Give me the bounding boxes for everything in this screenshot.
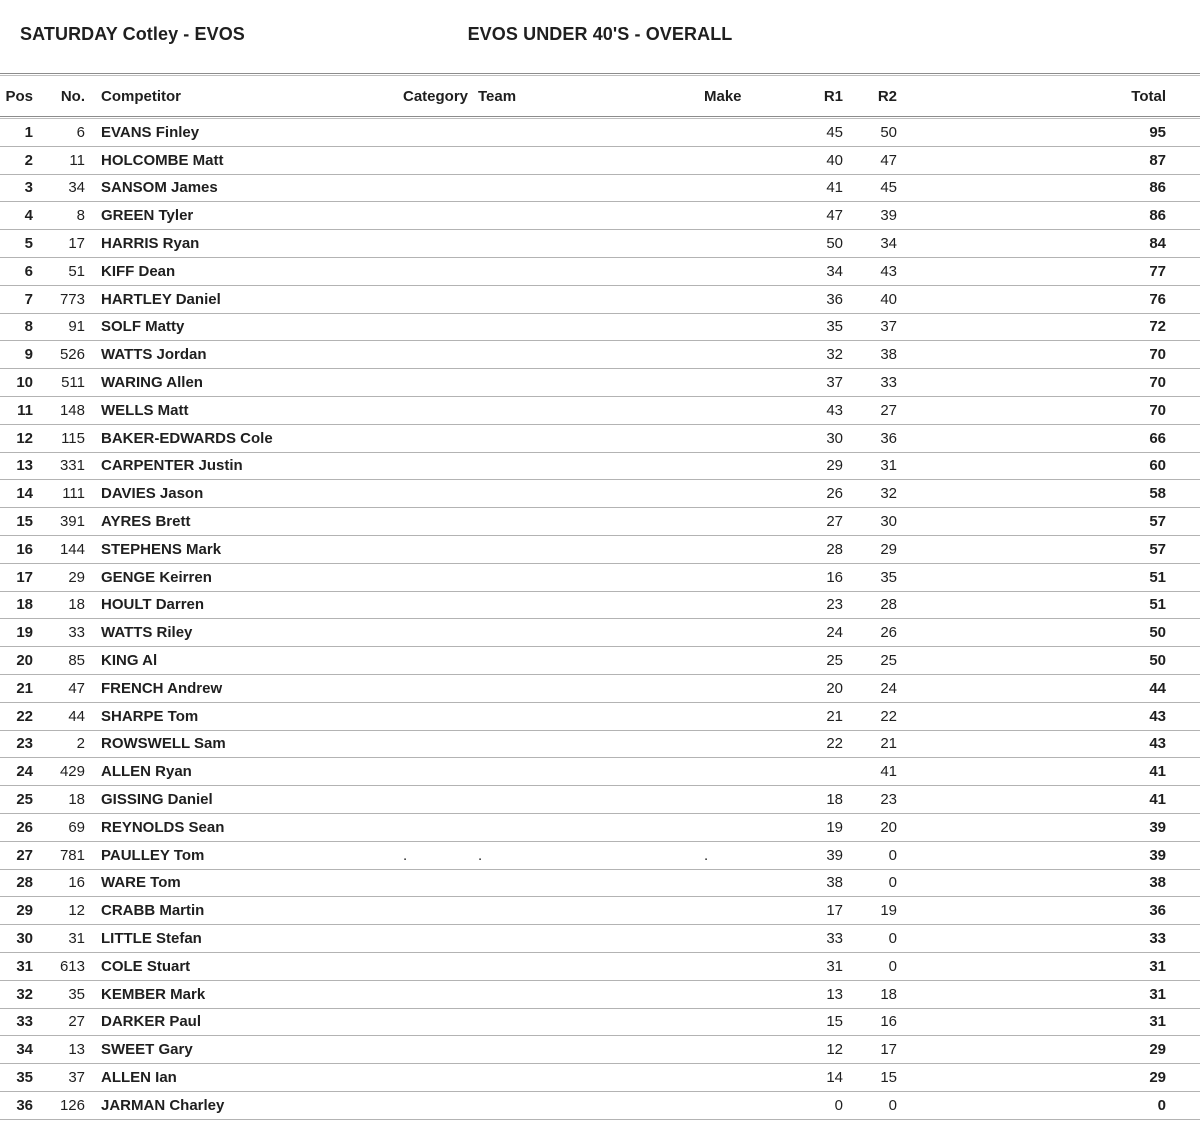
- cell-no: 11: [69, 151, 85, 169]
- cell-total: 57: [1149, 513, 1166, 531]
- cell-competitor: HARTLEY Daniel: [101, 290, 221, 308]
- cell-total: 41: [1149, 763, 1166, 781]
- cell-total: 31: [1149, 957, 1166, 975]
- cell-competitor: GREEN Tyler: [101, 207, 194, 225]
- cell-competitor: WARING Allen: [101, 374, 203, 392]
- cell-total: 76: [1149, 290, 1166, 308]
- cell-no: 35: [68, 985, 85, 1003]
- cell-total: 95: [1149, 123, 1166, 141]
- cell-r2: 27: [880, 401, 897, 419]
- cell-no: 781: [59, 846, 85, 864]
- cell-no: 29: [68, 568, 85, 586]
- table-row: [0, 619, 1200, 647]
- header-cell-no: No.: [60, 87, 85, 105]
- cell-r2: 34: [880, 235, 897, 253]
- cell-total: 29: [1149, 1041, 1166, 1059]
- cell-r1: 35: [826, 318, 843, 336]
- cell-competitor: WARE Tom: [101, 874, 181, 892]
- cell-r1: 20: [826, 679, 843, 697]
- table-row: [0, 953, 1200, 981]
- cell-competitor: REYNOLDS Sean: [101, 818, 225, 836]
- cell-no: 148: [59, 401, 85, 419]
- table-row: [0, 758, 1200, 786]
- cell-r1: 41: [826, 179, 843, 197]
- table-row: [0, 981, 1200, 1009]
- cell-pos: 28: [16, 874, 33, 892]
- cell-competitor: WELLS Matt: [101, 401, 189, 419]
- cell-pos: 27: [16, 846, 33, 864]
- table-header-row: [0, 76, 1200, 116]
- cell-no: 12: [68, 902, 85, 920]
- cell-pos: 12: [16, 429, 33, 447]
- cell-total: 29: [1149, 1068, 1166, 1086]
- cell-r1: 36: [826, 290, 843, 308]
- cell-r1: 21: [826, 707, 843, 725]
- cell-r2: 33: [880, 374, 897, 392]
- page-title-left: SATURDAY Cotley - EVOS: [20, 24, 245, 44]
- cell-competitor: SHARPE Tom: [101, 707, 199, 725]
- header-cell-team: Team: [478, 87, 517, 105]
- cell-no: 18: [68, 596, 85, 614]
- cell-competitor: ALLEN Ian: [101, 1068, 177, 1086]
- cell-pos: 30: [16, 930, 33, 947]
- cell-r1: 32: [826, 346, 843, 364]
- header-cell-r1: R1: [823, 87, 843, 105]
- cell-competitor: GISSING Daniel: [101, 791, 213, 809]
- table-row: [0, 703, 1200, 731]
- table-row: [0, 119, 1200, 147]
- cell-no: 8: [76, 207, 85, 225]
- cell-r2: 37: [880, 318, 897, 336]
- cell-r1: 17: [826, 902, 843, 920]
- table-row: [0, 175, 1200, 203]
- table-row: [0, 897, 1200, 925]
- cell-competitor: ALLEN Ryan: [101, 763, 192, 781]
- table-row: [0, 564, 1200, 592]
- cell-competitor: LITTLE Stefan: [101, 930, 202, 947]
- cell-total: 43: [1149, 707, 1166, 725]
- cell-no: 37: [68, 1068, 85, 1086]
- cell-r1: 12: [826, 1041, 843, 1059]
- cell-competitor: ROWSWELL Sam: [101, 735, 226, 753]
- header-cell-category: Category: [403, 87, 469, 105]
- cell-competitor: KIFF Dean: [101, 262, 176, 280]
- table-row: [0, 1064, 1200, 1092]
- cell-r1: 23: [826, 596, 843, 614]
- cell-competitor: HOULT Darren: [101, 596, 205, 614]
- table-body: [0, 119, 1200, 1120]
- cell-total: 66: [1149, 429, 1166, 447]
- cell-r1: 14: [826, 1068, 843, 1086]
- cell-competitor: GENGE Keirren: [101, 568, 212, 586]
- cell-r2: 0: [888, 846, 897, 864]
- cell-r1: 19: [826, 818, 843, 836]
- cell-competitor: SOLF Matty: [101, 318, 185, 336]
- cell-competitor: KING Al: [101, 652, 158, 670]
- cell-r1: 47: [826, 207, 843, 225]
- cell-pos: 24: [16, 763, 33, 781]
- table-row: [0, 286, 1200, 314]
- cell-no: 16: [68, 874, 85, 892]
- results-table: [0, 73, 1200, 1120]
- cell-team: .: [478, 846, 483, 864]
- cell-pos: 35: [16, 1068, 33, 1086]
- cell-total: 60: [1149, 457, 1166, 475]
- table-row: [0, 202, 1200, 230]
- cell-pos: 33: [16, 1013, 33, 1031]
- table-row: [0, 1092, 1200, 1120]
- cell-no: 18: [68, 791, 85, 809]
- cell-pos: 19: [16, 624, 33, 642]
- cell-competitor: SWEET Gary: [101, 1041, 193, 1059]
- cell-total: 0: [1157, 1096, 1166, 1114]
- cell-no: 613: [59, 957, 85, 975]
- table-row: [0, 341, 1200, 369]
- cell-no: 511: [61, 374, 85, 392]
- cell-pos: 13: [16, 457, 33, 475]
- cell-r1: 15: [826, 1013, 843, 1031]
- cell-r2: 21: [880, 735, 897, 753]
- cell-pos: 23: [16, 735, 33, 753]
- cell-pos: 10: [16, 374, 33, 392]
- cell-no: 331: [59, 457, 85, 475]
- cell-total: 50: [1149, 624, 1166, 642]
- cell-total: 58: [1149, 485, 1166, 503]
- table-row: [0, 258, 1200, 286]
- cell-r2: 18: [880, 985, 897, 1003]
- table-row: [0, 397, 1200, 425]
- table-row: [0, 536, 1200, 564]
- cell-r2: 40: [880, 290, 897, 308]
- header-cell-total: Total: [1131, 87, 1166, 105]
- cell-pos: 22: [16, 707, 33, 725]
- table-row: [0, 369, 1200, 397]
- cell-r1: 22: [826, 735, 843, 753]
- cell-total: 33: [1149, 930, 1166, 947]
- cell-no: 34: [68, 179, 85, 197]
- cell-competitor: CARPENTER Justin: [101, 457, 243, 475]
- table-row: [0, 592, 1200, 620]
- cell-pos: 7: [24, 290, 33, 308]
- cell-pos: 26: [16, 818, 33, 836]
- cell-pos: 14: [16, 485, 33, 503]
- cell-r2: 22: [880, 707, 897, 725]
- table-row: [0, 480, 1200, 508]
- cell-no: 69: [68, 818, 85, 836]
- cell-pos: 6: [24, 262, 33, 280]
- cell-r2: 41: [880, 763, 897, 781]
- table-row: [0, 1036, 1200, 1064]
- cell-r1: 50: [826, 235, 843, 253]
- cell-no: 126: [59, 1096, 85, 1114]
- cell-total: 50: [1149, 652, 1166, 670]
- cell-r1: 30: [826, 429, 843, 447]
- cell-r1: 29: [826, 457, 843, 475]
- cell-total: 70: [1149, 401, 1166, 419]
- cell-r2: 45: [880, 179, 897, 197]
- cell-r2: 28: [880, 596, 897, 614]
- cell-pos: 25: [16, 791, 33, 809]
- cell-total: 38: [1149, 874, 1166, 892]
- header-cell-competitor: Competitor: [101, 87, 181, 105]
- page-title-center: EVOS UNDER 40'S - OVERALL: [467, 24, 733, 44]
- cell-make: .: [704, 846, 709, 864]
- cell-r2: 29: [880, 540, 897, 558]
- cell-r2: 0: [888, 1096, 897, 1114]
- cell-total: 51: [1149, 596, 1166, 614]
- cell-pos: 29: [16, 902, 33, 920]
- cell-total: 57: [1149, 540, 1166, 558]
- cell-competitor: AYRES Brett: [101, 513, 191, 531]
- cell-competitor: CRABB Martin: [101, 902, 205, 920]
- cell-no: 47: [68, 679, 85, 697]
- cell-r2: 16: [880, 1013, 897, 1031]
- table-row: [0, 647, 1200, 675]
- cell-pos: 3: [24, 179, 33, 197]
- cell-r1: 34: [826, 262, 843, 280]
- cell-pos: 17: [16, 568, 33, 586]
- cell-pos: 4: [24, 207, 33, 225]
- cell-total: 41: [1149, 791, 1166, 809]
- cell-r1: 40: [826, 151, 843, 169]
- cell-total: 77: [1149, 262, 1166, 280]
- cell-r1: 45: [826, 123, 843, 141]
- table-row: [0, 1009, 1200, 1037]
- cell-r2: 32: [880, 485, 897, 503]
- cell-no: 429: [59, 763, 85, 781]
- header-cell-r2: R2: [877, 87, 897, 105]
- cell-no: 526: [59, 346, 85, 364]
- cell-pos: 2: [24, 151, 33, 169]
- cell-competitor: EVANS Finley: [101, 123, 200, 141]
- cell-pos: 31: [16, 957, 33, 975]
- cell-competitor: DAVIES Jason: [101, 485, 204, 503]
- cell-r2: 35: [880, 568, 897, 586]
- cell-r1: 24: [826, 624, 843, 642]
- cell-r1: 33: [826, 930, 843, 947]
- cell-competitor: BAKER-EDWARDS Cole: [101, 429, 273, 447]
- cell-total: 51: [1149, 568, 1166, 586]
- cell-r2: 0: [888, 874, 897, 892]
- header-cell-pos: Pos: [5, 87, 33, 105]
- cell-total: 86: [1149, 207, 1166, 225]
- cell-total: 87: [1149, 151, 1166, 169]
- cell-pos: 5: [24, 235, 33, 253]
- cell-total: 39: [1149, 846, 1166, 864]
- cell-total: 86: [1149, 179, 1166, 197]
- cell-r1: 39: [826, 846, 843, 864]
- cell-r2: 0: [888, 957, 897, 975]
- cell-total: 36: [1149, 902, 1166, 920]
- cell-competitor: KEMBER Mark: [101, 985, 206, 1003]
- cell-no: 144: [59, 540, 85, 558]
- cell-total: 70: [1149, 374, 1166, 392]
- cell-competitor: SANSOM James: [101, 179, 218, 197]
- cell-no: 115: [61, 429, 85, 447]
- cell-competitor: DARKER Paul: [101, 1013, 202, 1031]
- table-row: [0, 508, 1200, 536]
- cell-total: 39: [1149, 818, 1166, 836]
- table-row: [0, 814, 1200, 842]
- cell-competitor: PAULLEY Tom: [101, 846, 205, 864]
- cell-r2: 36: [880, 429, 897, 447]
- cell-competitor: STEPHENS Mark: [101, 540, 222, 558]
- cell-no: 85: [68, 652, 85, 670]
- cell-r1: 13: [826, 985, 843, 1003]
- cell-no: 6: [76, 123, 85, 141]
- table-row: [0, 314, 1200, 342]
- cell-pos: 20: [16, 652, 33, 670]
- cell-r1: 38: [826, 874, 843, 892]
- cell-r1: 37: [826, 374, 843, 392]
- table-row: [0, 425, 1200, 453]
- cell-no: 44: [68, 707, 85, 725]
- cell-r2: 31: [880, 457, 897, 475]
- cell-competitor: WATTS Jordan: [101, 346, 207, 364]
- table-row: [0, 147, 1200, 175]
- cell-no: 111: [62, 485, 85, 503]
- table-row: [0, 453, 1200, 481]
- cell-r1: 26: [826, 485, 843, 503]
- header-cell-make: Make: [704, 87, 742, 105]
- cell-no: 27: [68, 1013, 85, 1031]
- cell-r2: 19: [880, 902, 897, 920]
- cell-no: 391: [59, 513, 85, 531]
- cell-r2: 0: [888, 930, 897, 947]
- cell-r2: 15: [880, 1068, 897, 1086]
- cell-r1: 43: [826, 401, 843, 419]
- cell-r1: 18: [826, 791, 843, 809]
- cell-total: 70: [1149, 346, 1166, 364]
- cell-pos: 21: [16, 679, 33, 697]
- cell-competitor: WATTS Riley: [101, 624, 193, 642]
- cell-r1: 16: [826, 568, 843, 586]
- cell-competitor: HARRIS Ryan: [101, 235, 200, 253]
- cell-r2: 47: [880, 151, 897, 169]
- cell-pos: 8: [24, 318, 33, 336]
- cell-r2: 50: [880, 123, 897, 141]
- table-row: [0, 842, 1200, 870]
- cell-total: 44: [1149, 679, 1166, 697]
- cell-total: 72: [1149, 318, 1166, 336]
- table-row: [0, 925, 1200, 953]
- cell-pos: 36: [16, 1096, 33, 1114]
- cell-no: 13: [68, 1041, 85, 1059]
- cell-r1: 31: [826, 957, 843, 975]
- cell-pos: 32: [16, 985, 33, 1003]
- cell-no: 773: [59, 290, 85, 308]
- cell-r1: 0: [834, 1096, 843, 1114]
- cell-category: .: [403, 846, 408, 864]
- cell-total: 31: [1149, 985, 1166, 1003]
- cell-no: 31: [68, 930, 85, 947]
- table-row: [0, 786, 1200, 814]
- cell-r2: 39: [880, 207, 897, 225]
- cell-pos: 16: [16, 540, 33, 558]
- table-row: [0, 870, 1200, 898]
- cell-r2: 20: [880, 818, 897, 836]
- cell-competitor: JARMAN Charley: [101, 1096, 225, 1114]
- cell-r2: 17: [880, 1041, 897, 1059]
- cell-r1: 27: [826, 513, 843, 531]
- cell-r1: 25: [826, 652, 843, 670]
- table-row: [0, 731, 1200, 759]
- cell-r2: 25: [880, 652, 897, 670]
- cell-r2: 30: [880, 513, 897, 531]
- cell-pos: 18: [16, 596, 33, 614]
- cell-competitor: HOLCOMBE Matt: [101, 151, 224, 169]
- cell-r1: 28: [826, 540, 843, 558]
- cell-total: 84: [1149, 235, 1166, 253]
- cell-pos: 15: [16, 513, 33, 531]
- cell-total: 43: [1149, 735, 1166, 753]
- cell-r2: 23: [880, 791, 897, 809]
- table-row: [0, 230, 1200, 258]
- cell-competitor: FRENCH Andrew: [101, 679, 223, 697]
- cell-pos: 11: [17, 401, 33, 419]
- cell-r2: 43: [880, 262, 897, 280]
- cell-pos: 1: [24, 123, 33, 141]
- cell-pos: 34: [16, 1041, 33, 1059]
- cell-r2: 38: [880, 346, 897, 364]
- cell-no: 51: [68, 262, 85, 280]
- cell-r2: 26: [880, 624, 897, 642]
- cell-no: 17: [68, 235, 85, 253]
- cell-r2: 24: [880, 679, 897, 697]
- titlebar: [0, 22, 1200, 52]
- cell-pos: 9: [24, 346, 33, 364]
- cell-no: 91: [68, 318, 85, 336]
- cell-no: 2: [76, 735, 85, 753]
- table-row: [0, 675, 1200, 703]
- cell-no: 33: [68, 624, 85, 642]
- cell-competitor: COLE Stuart: [101, 957, 191, 975]
- cell-total: 31: [1149, 1013, 1166, 1031]
